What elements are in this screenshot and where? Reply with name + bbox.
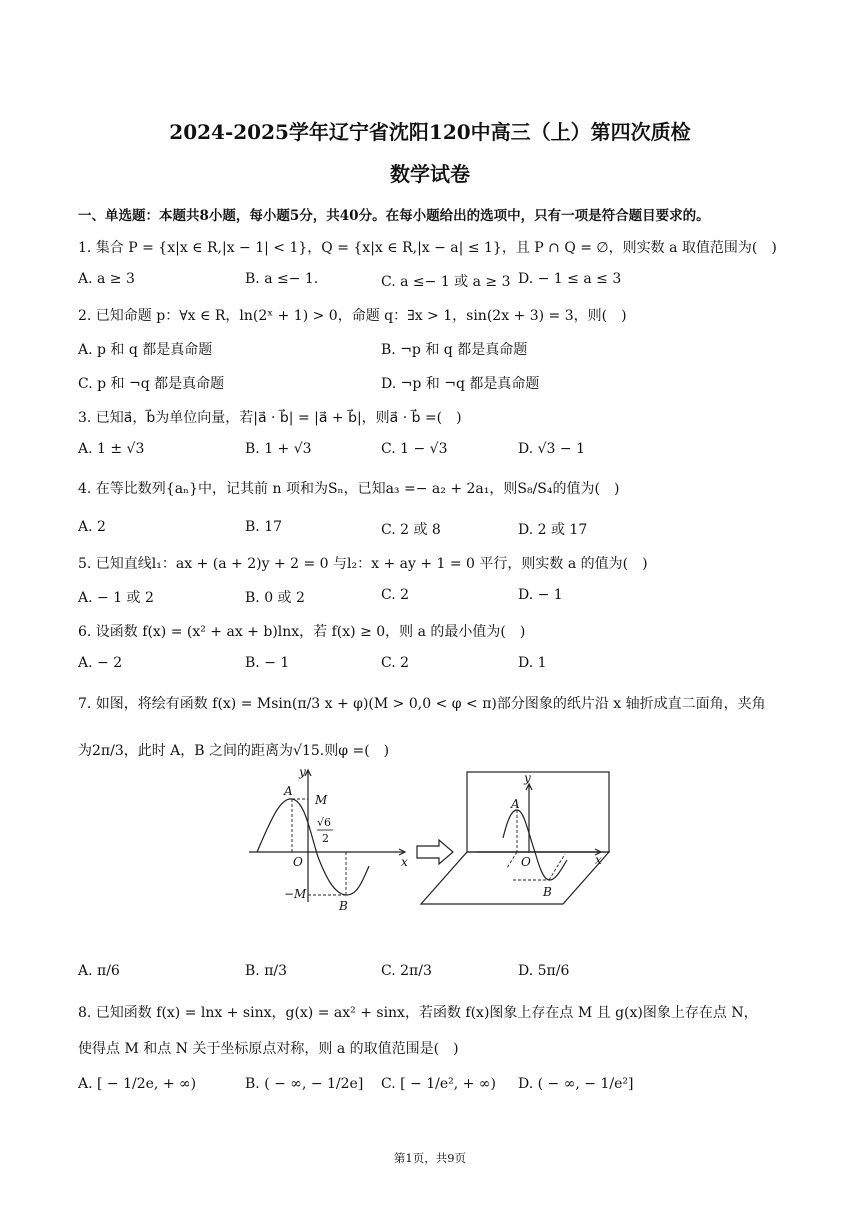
- vertical-plane: [467, 772, 609, 852]
- right-point-b-label: B: [543, 885, 552, 899]
- page-footer: 第1页，共9页: [393, 1151, 467, 1165]
- root6-over-2-label: [317, 816, 333, 845]
- q4-option-b: B. 17: [245, 519, 283, 535]
- q7-option-d: D. 5π/6: [518, 963, 570, 979]
- q8-option-c: C. [ − 1/e², + ∞): [381, 1076, 496, 1092]
- q7-option-c: C. 2π/3: [381, 963, 432, 979]
- section-heading: 一、单选题：本题共8小题，每小题5分，共40分。在每小题给出的选项中，只有一项是符合题目要求的。: [78, 208, 710, 224]
- right-origin-label: O: [521, 855, 531, 869]
- q8-option-b: B. ( − ∞, − 1/2e]: [245, 1076, 364, 1092]
- left-y-label: y: [299, 765, 306, 779]
- q8-stem-line1: 8. 已知函数 f(x) = lnx + sinx，g(x) = ax² + sinx，若函数 f(x)图象上存在点 M 且 g(x)图象上存在点 N，: [78, 1005, 758, 1021]
- q8-stem-line2: 使得点 M 和点 N 关于坐标原点对称，则 a 的取值范围是( ): [78, 1041, 459, 1057]
- q4-stem: 4. 在等比数列{aₙ}中，记其前 n 项和为Sₙ，已知a₃ =− a₂ + 2a₁，则S₈/S₄的值为( ): [78, 481, 620, 497]
- left-point-b-label: B: [339, 899, 348, 912]
- q3-option-c: C. 1 − √3: [381, 441, 448, 457]
- q3-option-b: B. 1 + √3: [245, 441, 312, 457]
- q1-option-b: B. a ≤− 1.: [245, 271, 319, 287]
- horizontal-plane: [421, 852, 609, 904]
- q3-stem: 3. 已知a⃗，b⃗为单位向量，若|a⃗ · b⃗| = |a⃗ + b⃗|，则a⃗ · b⃗ =( ): [78, 410, 462, 426]
- q8-option-d: D. ( − ∞, − 1/e²]: [518, 1076, 634, 1092]
- left-sine-curve: [257, 799, 369, 895]
- q2-option-c: C. p 和 ¬q 都是真命题: [78, 376, 225, 392]
- left-neg-m-label: −M: [284, 887, 307, 901]
- q6-option-a: A. − 2: [78, 655, 123, 671]
- q1-option-d: D. − 1 ≤ a ≤ 3: [518, 271, 622, 287]
- q7-stem-line2: 为2π/3，此时 A，B 之间的距离为√15.则φ =( ): [78, 743, 390, 759]
- q5-stem: 5. 已知直线l₁：ax + (a + 2)y + 2 = 0 与l₂：x + ay + 1 = 0 平行，则实数 a 的值为( ): [78, 556, 648, 572]
- fold-arrow: [417, 840, 453, 864]
- q6-option-d: D. 1: [518, 655, 547, 671]
- q7-figure: [245, 762, 615, 912]
- q2-option-a: A. p 和 q 都是真命题: [78, 342, 213, 358]
- page-subtitle: 数学试卷: [390, 162, 470, 186]
- q5-option-b: B. 0 或 2: [245, 590, 305, 606]
- q4-option-c: C. 2 或 8: [381, 522, 441, 538]
- left-point-a-label: A: [284, 784, 293, 798]
- q4-option-d: D. 2 或 17: [518, 522, 588, 538]
- q8-option-a: A. [ − 1/2e, + ∞): [78, 1076, 197, 1092]
- q3-option-d: D. √3 − 1: [518, 441, 585, 457]
- q1-option-a: A. a ≥ 3: [78, 271, 135, 287]
- q7-option-b: B. π/3: [245, 963, 288, 979]
- q2-option-b: B. ¬p 和 q 都是真命题: [381, 342, 528, 358]
- q1-stem: 1. 集合 P = {x|x ∈ R,|x − 1| < 1}，Q = {x|x ∈ R,|x − a| ≤ 1}，且 P ∩ Q = ∅，则实数 a 取值范围为( ): [78, 240, 777, 256]
- q7-stem-line1: 7. 如图，将绘有函数 f(x) = Msin(π/3 x + φ)(M > 0,0 < φ < π)部分图象的纸片沿 x 轴折成直二面角，夹角: [78, 696, 766, 712]
- right-y-label: y: [524, 771, 531, 785]
- q1-option-c: C. a ≤− 1 或 a ≥ 3: [381, 274, 511, 290]
- q5-option-d: D. − 1: [518, 587, 563, 603]
- q2-stem: 2. 已知命题 p：∀x ∈ R，ln(2ˣ + 1) > 0，命题 q：∃x > 1，sin(2x + 3) = 3，则( ): [78, 308, 627, 324]
- left-m-label: M: [315, 793, 328, 807]
- q7-option-a: A. π/6: [78, 963, 120, 979]
- right-point-a-label: A: [511, 797, 520, 811]
- q5-option-c: C. 2: [381, 587, 410, 603]
- q6-option-c: C. 2: [381, 655, 410, 671]
- q3-option-a: A. 1 ± √3: [78, 441, 145, 457]
- q2-option-d: D. ¬p 和 ¬q 都是真命题: [381, 376, 540, 392]
- left-origin-label: O: [293, 855, 303, 869]
- right-curve-bottom: [535, 852, 567, 880]
- page-title: 2024-2025学年辽宁省沈阳120中高三（上）第四次质检: [169, 120, 691, 144]
- q6-option-b: B. − 1: [245, 655, 290, 671]
- q5-option-a: A. − 1 或 2: [78, 590, 154, 606]
- svg-text:2: 2: [322, 832, 329, 845]
- right-x-label: x: [595, 853, 602, 867]
- q4-option-a: A. 2: [78, 519, 106, 535]
- right-curve-top: [503, 810, 535, 852]
- svg-text:√6: √6: [317, 816, 332, 829]
- q6-stem: 6. 设函数 f(x) = (x² + ax + b)lnx，若 f(x) ≥ 0，则 a 的最小值为( ): [78, 624, 526, 640]
- left-x-label: x: [401, 855, 408, 869]
